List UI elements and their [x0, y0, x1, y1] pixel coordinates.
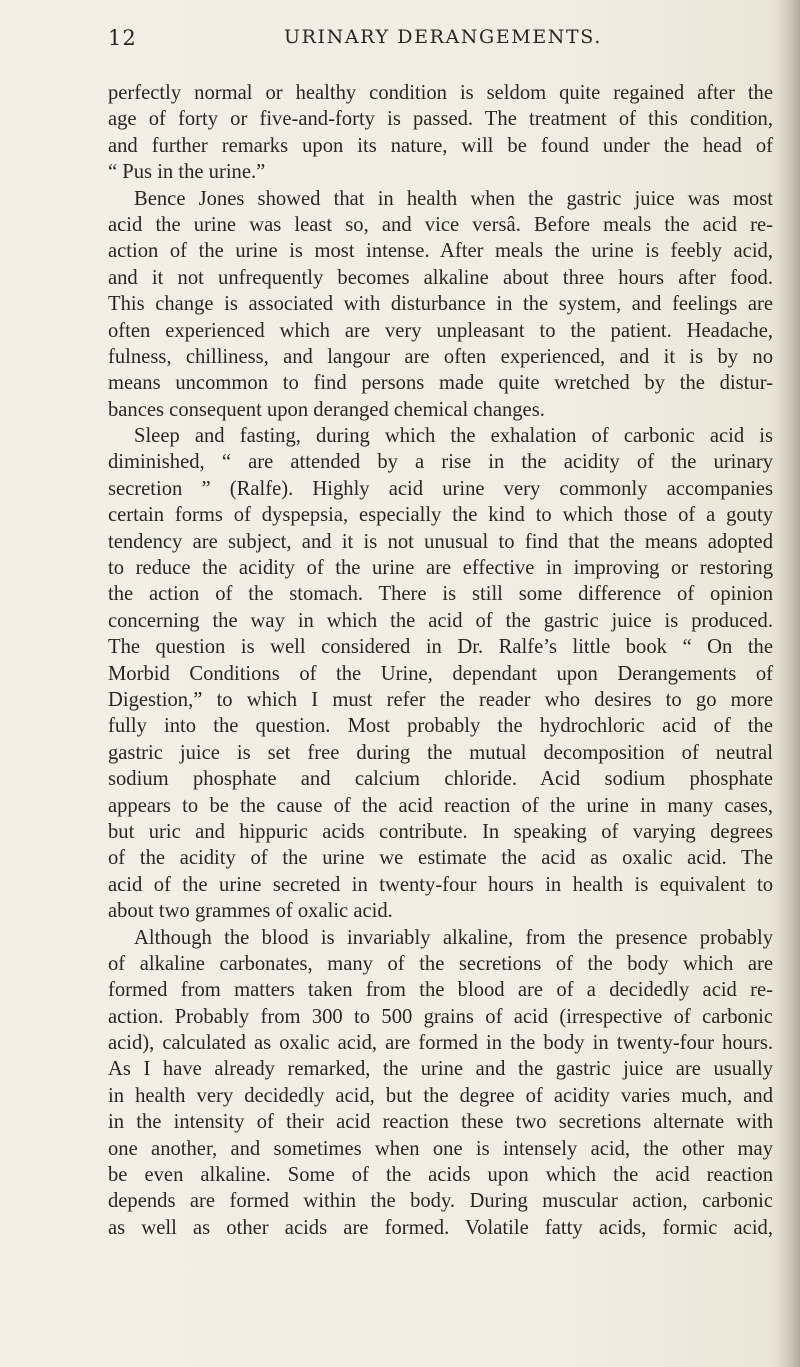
running-head: URINARY DERANGEMENTS. [284, 26, 602, 48]
text-line: to reduce the acidity of the urine are effective in improving or restoring [108, 557, 773, 580]
text-line: acid the urine was least so, and vice versâ. Before meals the acid re- [108, 213, 773, 236]
text-line: sodium phosphate and calcium chloride. Acid sodium phosphate [108, 768, 773, 791]
text-line: depends are formed within the body. During muscular action, carbonic [108, 1190, 773, 1213]
text-line: Although the blood is invariably alkaline, from the presence probably [134, 926, 773, 949]
text-line: action of the urine is most intense. After meals the urine is feebly acid, [108, 240, 773, 263]
text-line: means uncommon to find persons made quite wretched by the distur- [108, 372, 773, 395]
page-number: 12 [108, 26, 137, 50]
text-line: fully into the question. Most probably the hydrochloric acid of the [108, 715, 773, 738]
text-line: be even alkaline. Some of the acids upon which the acid reaction [108, 1164, 773, 1187]
text-line: action. Probably from 300 to 500 grains of acid (irrespective of carbonic [108, 1005, 773, 1028]
text-line: Sleep and fasting, during which the exhalation of carbonic acid is [134, 425, 773, 448]
text-line: fulness, chilliness, and langour are often experienced, and it is by no [108, 345, 773, 368]
text-line: tendency are subject, and it is not unusual to find that the means adopted [108, 530, 773, 553]
text-line: as well as other acids are formed. Volatile fatty acids, formic acid, [108, 1216, 773, 1239]
text-line: one another, and sometimes when one is intensely acid, the other may [108, 1137, 773, 1160]
text-line: Bence Jones showed that in health when the gastric juice was most [134, 187, 773, 210]
text-line: gastric juice is set free during the mutual decomposition of neutral [108, 741, 773, 764]
text-line: of the acidity of the urine we estimate the acid as oxalic acid. The [108, 847, 773, 870]
text-line: often experienced which are very unpleasant to the patient. Headache, [108, 319, 773, 342]
text-line: but uric and hippuric acids contribute. In speaking of varying degrees [108, 820, 773, 843]
text-line: secretion ” (Ralfe). Highly acid urine very commonly accompanies [108, 477, 773, 500]
text-line: and further remarks upon its nature, will be found under the head of [108, 134, 773, 157]
page-edge-shadow [778, 0, 800, 1367]
text-line: in health very decidedly acid, but the degree of acidity varies much, and [108, 1084, 773, 1107]
text-line: As I have already remarked, the urine and the gastric juice are usually [108, 1058, 773, 1081]
text-line: certain forms of dyspepsia, especially the kind to which those of a gouty [108, 504, 773, 527]
text-line: This change is associated with disturbance in the system, and feelings are [108, 293, 773, 316]
text-line: The question is well considered in Dr. Ralfe’s little book “ On the [108, 636, 773, 659]
text-line: formed from matters taken from the blood are of a decidedly acid re- [108, 979, 773, 1002]
text-line: in the intensity of their acid reaction these two secretions alternate with [108, 1111, 773, 1134]
text-line: perfectly normal or healthy condition is seldom quite regained after the [108, 82, 773, 104]
text-line: diminished, “ are attended by a rise in the acidity of the urinary [108, 451, 773, 474]
text-line: Morbid Conditions of the Urine, dependant upon Derangements of [108, 662, 773, 685]
text-line: “ Pus in the urine.” [108, 161, 266, 184]
text-line: appears to be the cause of the acid reaction of the urine in many cases, [108, 794, 773, 817]
text-line: about two grammes of oxalic acid. [108, 900, 393, 923]
text-line: acid of the urine secreted in twenty-four hours in health is equivalent to [108, 873, 773, 896]
text-line: acid), calculated as oxalic acid, are formed in the body in twenty-four hours. [108, 1032, 773, 1055]
text-line: concerning the way in which the acid of the gastric juice is produced. [108, 609, 773, 632]
page-header [108, 26, 773, 56]
text-line: the action of the stomach. There is still some difference of opinion [108, 583, 773, 606]
body-text [108, 80, 773, 1241]
text-line: Digestion,” to which I must refer the reader who desires to go more [108, 688, 773, 711]
text-line: of alkaline carbonates, many of the secretions of the body which are [108, 952, 773, 975]
text-line: bances consequent upon deranged chemical changes. [108, 398, 545, 421]
text-line: age of forty or five-and-forty is passed. The treatment of this condition, [108, 108, 773, 131]
text-line: and it not unfrequently becomes alkaline about three hours after food. [108, 266, 773, 289]
